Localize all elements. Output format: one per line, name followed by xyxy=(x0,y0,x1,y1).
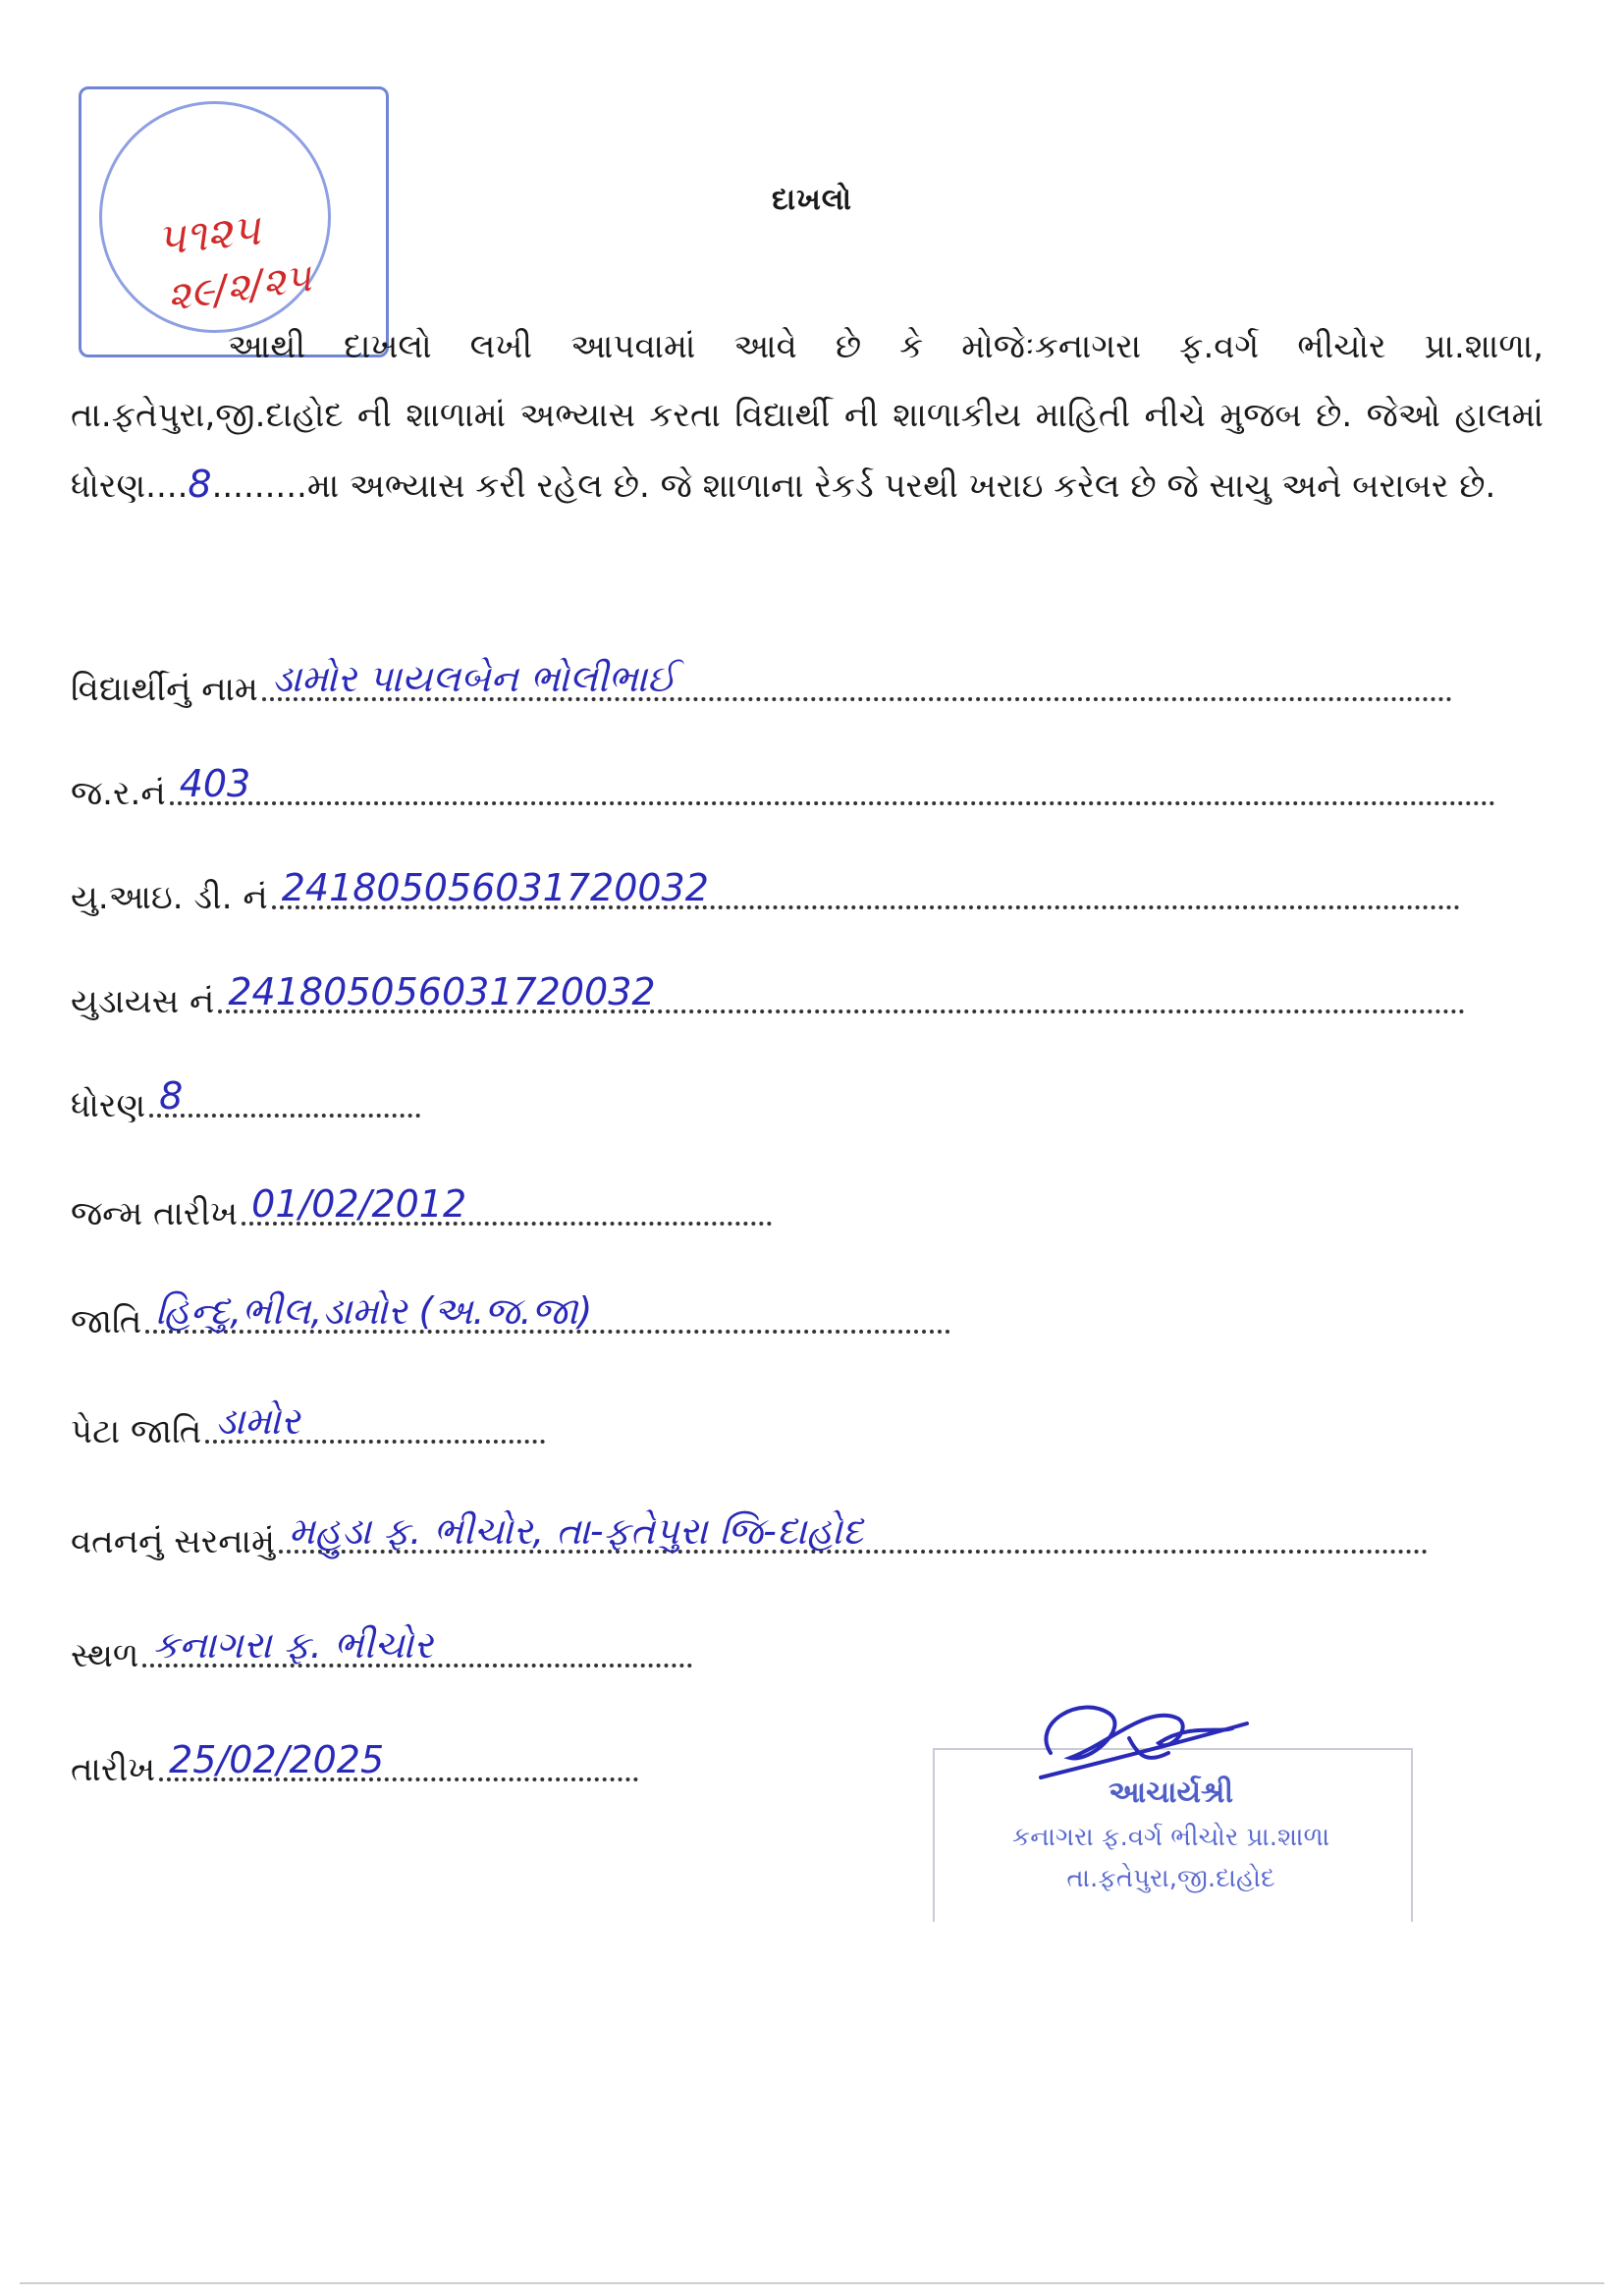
field-sub-caste: પેટા જાતિ ડામોર xyxy=(71,1393,545,1451)
principal-school-name: કનાગરા ફ.વર્ગ ભીચોર પ્રા.શાળા xyxy=(1011,1823,1330,1852)
intro-std-value: 8 xyxy=(188,463,212,506)
field-caste: જાતિ હિન્દુ,ભીલ,ડામોર (અ.જ.જા) xyxy=(71,1283,950,1341)
date-value: 25/02/2025 xyxy=(169,1738,385,1781)
field-register-number: જ.ર.નં 403 xyxy=(71,754,1495,813)
field-birth-date: જન્મ તારીખ 01/02/2012 xyxy=(71,1175,772,1233)
field-standard: ધોરણ 8 xyxy=(71,1066,420,1125)
inward-date: ૨૯/૨/૨૫ xyxy=(164,254,314,321)
principal-title: આચાર્યશ્રી xyxy=(1108,1776,1234,1810)
birth-date-value: 01/02/2012 xyxy=(251,1182,467,1226)
register-number-value: 403 xyxy=(179,762,251,805)
standard-value: 8 xyxy=(159,1074,184,1118)
document-title: દાખલો xyxy=(772,183,852,217)
field-place: સ્થળ કનાગરા ફ. ભીચોર xyxy=(71,1616,692,1675)
field-udise-number: યુડાયસ નં 241805056031720032 xyxy=(71,962,1465,1021)
intro-paragraph: આથી દાખલો લખી આપવામાં આવે છે કે મોજેઃકનાગરા ફ.વર્ગ ભીચોર પ્રા.શાળા, તા.ફતેપુરા,જી.દાહોદ ની શાળામાં અભ્યાસ કરતા વિદ્યાર્થી ની શાળાકીય માહિતી નીચે મુજબ છે. જેઓ હાલમાં ધોરણ....8.........મા અભ્યાસ કરી રહેલ છે. જે શાળાના રેકર્ડ પરથી ખરાઇ કરેલ છે જે સાચુ અને બરાબર છે. xyxy=(71,327,1543,506)
intro-text-start: આથી દાખલો લખી આપવામાં આવે છે કે મોજેઃકનાગરા ફ.વર્ગ ભીચોર પ્રા.શાળા, તા.ફતેપુરા,જી.દાહોદ ની શાળામાં અભ્યાસ કરતા વિદ્યાર્થી ની શાળાકીય માહિતી નીચે મુજબ છે. જેઓ હાલમાં ધોરણ xyxy=(71,327,1543,506)
page-bottom-rule xyxy=(20,2282,1604,2284)
uid-number-value: 241805056031720032 xyxy=(281,866,709,909)
field-student-name: વિદ્યાર્થીનું નામ ડામોર પાયલબેન ભોલીભાઈ xyxy=(71,650,1452,709)
field-date: તારીખ 25/02/2025 xyxy=(71,1730,638,1789)
place-value: કનાગરા ફ. ભીચોર xyxy=(152,1623,433,1667)
udise-number-value: 241805056031720032 xyxy=(228,970,656,1013)
student-name-value: ડામોર પાયલબેન ભોલીભાઈ xyxy=(271,657,677,700)
intro-text-end: મા અભ્યાસ કરી રહેલ છે. જે શાળાના રેકર્ડ પરથી ખરાઇ કરેલ છે જે સાચુ અને બરાબર છે. xyxy=(306,466,1496,506)
principal-school-place: તા.ફતેપુરા,જી.દાહોદ xyxy=(1066,1864,1275,1893)
native-address-value: મહુડા ફ. ભીચોર, તા-ફતેપુરા જિ-દાહોદ xyxy=(288,1509,864,1553)
field-native-address: વતનનું સરનામું મહુડા ફ. ભીચોર, તા-ફતેપુરા જિ-દાહોદ xyxy=(71,1503,1428,1561)
caste-value: હિન્દુ,ભીલ,ડામોર (અ.જ.જા) xyxy=(155,1289,593,1333)
field-uid-number: યુ.આઇ. ડી. નં 241805056031720032 xyxy=(71,858,1460,917)
sub-caste-value: ડામોર xyxy=(215,1399,300,1443)
inward-number: ૫૧૨૫ xyxy=(154,204,263,266)
